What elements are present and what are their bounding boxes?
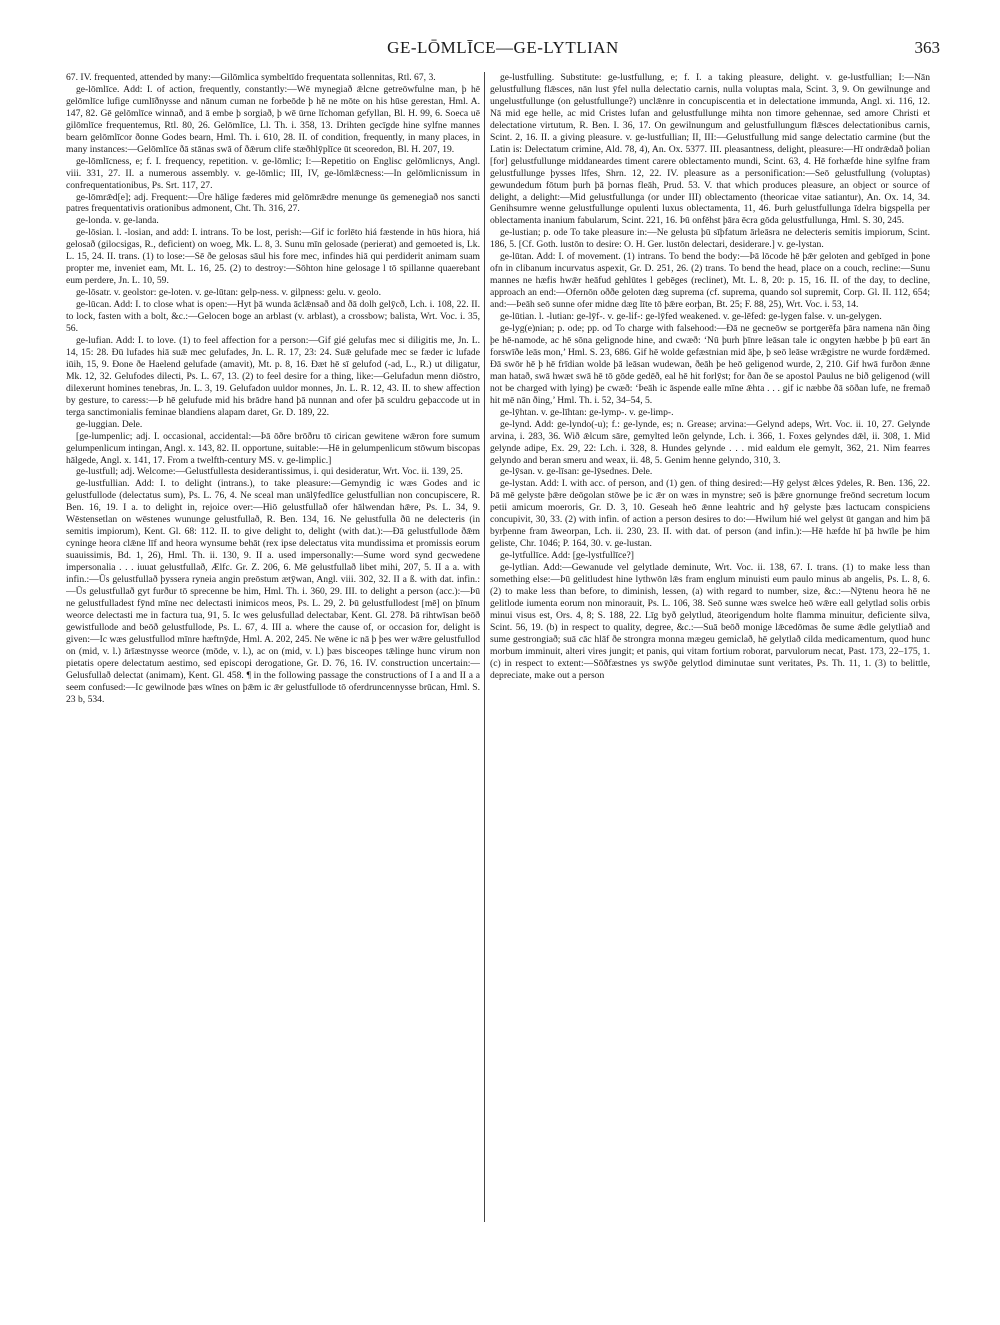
dictionary-entry: ge-lȳsan. v. ge-līsan: ge-lȳsednes. Dele. bbox=[500, 466, 653, 478]
dictionary-entry: ge-lustfull; adj. Welcome:—Gelustfullesta desiderantissimus, i. qui desideratur, Wrt. Voc. ii. 139, 25. bbox=[76, 466, 463, 478]
dictionary-entry: ge-lustfullian. Add: I. to delight (intrans.), to take pleasure:—Gemyndig ic wæs Godes and ic gelustfullode (delectatus sum), Ps. L. 76, 4. Ne sceal man unālȳfedlīce gelustfullian non concupiscere, R. Ben. 16, 19. I a. to delight in, rejoice over:—Hiō gelustfullað ofer hālwendan hǣre, Ps. L. 34, 9. Wēstensetlan on wēstenes wununge gelustfullað, R. Ben. 134, 16. Ne gelustfulla ðū ne delecteris (in semitis impiorum), Kent. Gl. 68: 112. II. to give delight to, delight (with dat.):—Ðā gelustfullode ðǣm cyninge heora clǣne līf and heora wynsume behāt (rex ipse delectatus vita mundissima et promissis eorum suauissimis, Bd. 1, 26), Hml. Th. ii. 130, 9. II a. used impersonally:—Sume word synd gecwedene impersonalia . . . iuuat gelustfullað, Ælfc. Gr. Z. 206, 6. Mē gelustfullað libet mihi, 207, 5. II a a. with infin.:—Ūs gelustfullað þyssera ryneia angin preōstum ætȳwan, Angl. viii. 302, 32. II a ß. with dat. infin.:—Ūs gelustfullað gyt furður tō sprecenne be him, Hml. Th. i. 360, 29. III. to delight a person (acc.):—Þū ne gelustfulladest fȳnd mīne nec delectasti inimicos meos, Ps. L. 29, 2. Þū gelustfullodest [mē] on þīnum weorce delectasti me in factura tua, 91, 5. Ic wes gelusfullad delectabar, Kent. Gl. 278. Þā rihtwīsan beōð gewistfullode and beōð gelustfullode, Ps. L. 67, 4. III a. where the cause of, or occasion for, delight is given:—Ic wæs gelustfullod mīnre hæftnȳde, Hml. A. 202, 245. Ne wēne ic nā þ þes wer wǣre gelustfullod on (mid, v. l.) ārīæstnysse weorce (mōde, v. l.), ac on (mid, v. l.) þæs bisceopes tǣlinge hunc virum non pietatis opere delectatum aestimo, sed episcopi derogatione, Gr. D. 76, 16. IV. construction uncertain:—Gelusfullað delectat (animam), Kent. Gl. 458. ¶ in the following passage the constructions of I a and II a a seem confused:—Ic gewilnode þæs wīnes on þǣm ic ǣr gelustfullode tō oferdruncennysse brūcan, Hml. S. 23 b, 534. bbox=[66, 478, 480, 705]
running-head: GE-LŌMLĪCE—GE-LYTLIAN bbox=[387, 38, 619, 57]
dictionary-entry: ge-londa. v. ge-landa. bbox=[76, 215, 159, 227]
dictionary-entry: ge-lūcan. Add: I. to close what is open:—Hyt þā wunda āclǣnsað and ðā dolh gelȳcð, Lch. i. 108, 22. II. to lock, fasten with a bolt, &c.:—Gelocen boge an arblast (v. arblast), a crossbow; balista, Wrt. Voc. i. 35, 56. bbox=[66, 299, 480, 335]
dictionary-entry: ge-lōsatr. v. geolstor: ge-loten. v. ge-lūtan: gelp-ness. v. gilpness: gelu. v. geolo. bbox=[76, 287, 381, 299]
left-column bbox=[66, 72, 480, 1222]
dictionary-entry: ge-lystan. Add: I. with acc. of person, and (1) gen. of thing desired:—Hȳ gelyst ǣlces ȳdeles, R. Ben. 136, 22. Þā mē gelyste þǣre deōgolan stōwe þe ic ǣr on wæs in mynstre; seō is þǣre gnornunge freōnd secretum locum petii amicum moeroris, Gr. D. 3, 10. Geseah heō ǣnne leahtric and hȳ gelyste þæs lactucam conspiciens concupivit, 30, 33. (2) with infin. of action a person desires to do:—Hwilum hié wel gelyst ūt gangan and him þā byrþenne fram āweorpan, Lch. ii. 230, 23. II. with dat. of person (and infin.):—Hē hæfde hī þā hwīle þe him geliste, Chr. 1046; P. 164, 30. v. ge-lustan. bbox=[490, 478, 930, 550]
dictionary-entry: ge-lytlian. Add:—Gewanude vel gelytlade deminute, Wrt. Voc. ii. 138, 67. I. trans. (1) to make less than something else:—Þū gelitludest hine lythwōn lǣs fram englum minuisti eum paulo minus ab angelis, Ps. L. 8, 6. (2) to make less than before, to diminish, lessen, (a) with regard to number, size, &c.:—Nȳtenu heora hē ne gelitlode iumenta eorum non minorauit, Ps. L. 106, 38. Seō sunne wæs swelce heō wǣre eall gelytlad solis orbis minui visus est, Ors. 4, 8; S. 188, 22. Līg byð gelytlud, āteorigendum holte flamma minuitur, deficiente silva, Scint. 56, 19. (b) in respect to quality, degree, &c.:—Suā beōð monige lǣcedōmas ðe sume ǣdle gelytliað and sume gestrongiað; suā cāc hlāf ðe strongra monna mægeu gemiclað, hē gelytlað cilda medicamentum, quod hunc morbum imminuit, alteri vires jungit; et panis, qui vitam fortium roborat, parvulorum necat, Past. 173, 22–175, 1. (c) in respect to extent:—Sōðfæstnes ys swȳðe gelytlod diminutae sunt veritates, Ps. Th. 11, 1. (3) to belittle, depreciate, make out a person bbox=[490, 562, 930, 681]
right-column bbox=[490, 72, 930, 1222]
dictionary-entry: ge-luggian. Dele. bbox=[76, 418, 143, 430]
dictionary-entry: ge-lustian; p. ode To take pleasure in:—Ne gelusta þū sīþfatum ārleāsra ne delecteris semitis impiorum, Scint. 186, 5. [Cf. Goth. lustōn to desire: O. H. Ger. lustōn delectari, desiderare.] v. ge-lystan. bbox=[490, 227, 930, 251]
dictionary-entry: ge-lufian. Add: I. to love. (1) to feel affection for a person:—Gif gié gelufas mec si diligitis me, Jn. L. 14, 15: 28. Ðū lufades hiā suǣ mec gelufades, Jn. L. R. 17, 23: 24. Suǣ gelufade mec se fæder ic lufade iūih, 15, 9. Ðone ðe Haelend gelufade (amavit), Mt. p. 8, 16. Ðæt hē sī gelufod (-ad, L., R.) ut diligatur, Mk. 12, 32. Gelufodes dilecti, Ps. L. 67, 13. (2) to feel desire for a thing, like:—Gelufadun menn diōstro, dilexerunt homines tenebras, Jn. L. 3, 19. Gelufadon uuldor monnes, Jn. L. R. 12, 43. II. to shew affection by gesture, to caress:—Þ hē gelufude mid his brādre hand þā nunnan and ofer þā sculdru geþaccode ut in terga sanctimonialis feminae blandiens alapam daret, Gr. D. 189, 22. bbox=[66, 334, 480, 418]
dictionary-entry: ge-lōmrǣd[e]; adj. Frequent:—Ūre hālige fæderes mid gelōmrǣdre menunge ūs gemenegiað nos sancti patres frequentativis orationibus admonent, Cht. Th. 316, 27. bbox=[66, 191, 480, 215]
page-number: 363 bbox=[914, 38, 940, 57]
dictionary-columns bbox=[66, 72, 944, 1222]
dictionary-entry: ge-lyg(e)nian; p. ode; pp. od To charge with falsehood:—Ðā ne gecneōw se portgerēfa þāra namena nān ðing þe hē-namode, ac hē sōna gelignode hine, and cwæð: ‘Nū þurh þīnre leāsan tale ic ongyten hæbbe þ þū eart ān forswīðe leās mon,’ Hml. S. 23, 686. Gif hē wolde gefæstnian mid āþe, þ seō leāse wrǣgistre ne wurde fordǣmed. Ðā swōr hē þ hē frīdian wolde þā leāsan wudewan, ðeāh þe heō geligenod wurde, 2, 210. Gif hwā furðon ǣnne man hatað, swā hwæt swā hē tō gōde gedēð, eal hē hit forlȳst; for ðan ðe se apostol Paulus ne bið geligenod (will not be charged with lying) þe cwæð: ‘Þeāh ic āspende ealle mīne ǣhta . . . gif ic næbbe ðā sōðan lufe, ne fremað hit mē nān ðing,’ Hml. Th. i. 52, 34–54, 5. bbox=[490, 323, 930, 406]
dictionary-entry: ge-lōmlīcness, e; f. I. frequency, repetition. v. ge-lōmlic; I:—Repetitio on Englisc gelōmlicnys, Angl. viii. 331, 27. II. a numerous assembly. v. ge-lōmlic; III, IV, ge-lōmlǣcness:—In gelōmlicnissum in confrequentationibus, Ps. Srt. 117, 27. bbox=[66, 155, 480, 191]
dictionary-entry: ge-lytfullīce. Add: [ge-lystfullīce?] bbox=[500, 550, 634, 562]
dictionary-entry: ge-lōmlīce. Add: I. of action, frequently, constantly:—Wē mynegiað ǣlcne getreōwfulne man, þ hē gelōmlīce lufige cumlīðnysse and nānum cuman ne forbeōde þ hē ne mōte on his hūse gerestan, Hml. A. 147, 82. Gē gelōmlīce winnað, and ā embe þ sorgiað, þ wē ūrne līchoman gefyllan, Bl. H. 99, 6. Soeca uē gilōmlīce frequentemus, Rtl. 80, 26. Gelōmlīce, Ll. Th. i. 358, 13. Drihten gecīgde hine sylfne mannes bearn gelōmlīcor ðonne Godes bearn, Hml. Th. i. 610, 28. II. of condition, frequently, in many places, in many instances:—Gelōmlīce ðā stānas swā of ðǣrum clife stæðhlȳplīce ūt sceoredon, Bl. H. 207, 19. bbox=[66, 83, 480, 155]
dictionary-entry: [ge-lumpenlic; adj. I. occasional, accidental:—Þā ōðre brōðru tō cirican gewitene wǣron fore sumum gelumpenlicum intingan, Angl. x. 143, 82. II. opportune, suitable:—Hē in gelumpenlicum stōwum biscopas hālgede, Angl. x. 141, 17. From a twelfth-century MS. v. ge-limplic.] bbox=[66, 430, 480, 466]
dictionary-entry: ge-lȳhtan. v. ge-līhtan: ge-lymp-. v. ge-limp-. bbox=[500, 406, 674, 418]
dictionary-entry: 67. IV. frequented, attended by many:—Gilōmlica symbeltīdo frequentata sollennitas, Rtl. 67, 3. bbox=[66, 72, 436, 83]
page-header bbox=[66, 38, 940, 62]
dictionary-entry: ge-lōsian. l. -losian, and add: I. intrans. To be lost, perish:—Gif ic forlēto hiá fæstende in hūs hiora, hiá gelosað (gilocsigas, R., deficient) on woeg, Mk. L. 8, 3. Sunu mīn gelosade (perierat) and gemoeted is, Lk. L. 15, 24. II. trans. (1) to lose:—Sē ðe gelosas sāul his fore mec, infindes hiā qui perdiderit animam suam propter me, inveniet eam, Mt. L. 16, 25. (2) to destroy:—Sōhton hine gelosage l tō spillanne quaerebant eum perdere, Jn. L. 10, 59. bbox=[66, 227, 480, 287]
dictionary-entry: ge-lustfulling. Substitute: ge-lustfullung, e; f. I. a taking pleasure, delight. v. ge-lustfullian; I:—Nān gelustfullung flǣsces, nān lust ȳfel nulla delectatio carnis, nulla voluptas mala, Scint. 3, 9. On gewilnunge and ungelustfullunge (on gelustfullunge?) unclǣnre in concupiscentia et in delectatione immunda, Angl. xi. 116, 12. Nā mid ege helle, ac mid Cristes lufan and gelustfullunge mihta non timore gehennae, sed amore Christi et delectatione virtutum, R. Ben. I. 36, 17. On gewilnungum and gelustfullungum flǣsces delectationibus carnis, Scint. 2, 16. II. a giving pleasure. v. ge-lustfullian; II, III:—Gelustfullung mid sange delectatio carmine (but the Latin is: Delectatum crimine, Ald. 78, 4), An. Ox. 5377. III. pleasantness, delight, pleasure:—Hī ondrǣdað þolian [for] gelustfullunge middaneardes timent carere oblectamento mundi, Scint. 63, 4. Hē forhæfde hine sylfne fram gelustfullunge þysses līfes, Shrn. 12, 22. IV. pleasure as a personification:—Seō gelustfullung (voluptas) gewundedum fōtum þurh þā þornas fleāh, Prud. 53. V. that which produces pleasure, an object or source of delight, a delight:—Mid gelustfullunga (or under III) oblectamento (theoricae vitae satiantur), An. Ox. 14, 34. Genihsumre wenne gelustfullunge opulenti luxus oblectamenta, 11, 46. Þurh gelustfullunga īdelra bigspella per oblectamenta inanium fabularum, Scint. 221, 16. Þū onfēhst þāra ēcra gōda gelustfullunga, Hml. S. 30, 245. bbox=[490, 72, 930, 227]
column-divider bbox=[484, 72, 485, 1222]
dictionary-entry: ge-lūtian. l. -lutian: ge-lȳf-. v. ge-lif-: ge-lȳfed weakened. v. ge-lēfed: ge-lygen false. v. un-gelygen. bbox=[500, 311, 882, 323]
dictionary-entry: ge-lynd. Add: ge-lyndo(-u); f.: ge-lynde, es; n. Grease; arvina:—Gelynd adeps, Wrt. Voc. ii. 10, 27. Gelynde arvina, i. 283, 36. Wið ǣlcum sāre, gemylted leōn gelynde, Lch. i. 366, 1. Foxes gelyndes dǣl, ii. 308, 1. Mid gelynde adipe, Ex. 29, 22: Lch. i. 328, 8. Hundes gelynde . . . mid ealdum ele gemylt, 362, 21. Nim fearres gelyndo and beran smeru and weax, ii. 48, 5. Genim henne gelyndo, 310, 3. bbox=[490, 418, 930, 466]
dictionary-entry: ge-lūtan. Add: I. of movement. (1) intrans. To bend the body:—Þā lōcode hē þǣr geloten and gebīged in þone ofn in clibanum incurvatus aspexit, Gr. D. 251, 26. (2) trans. To bend the head, place on a couch, recline:—Sunu mannes ne hæfis hwǣr heāfud gehlūtes l gebēges (reclinet), Mt. L. 8, 20: p. 15, 16. II. of the day, to decline, approach an end:—Ofernōn oððe geloten dæg suprema (cf. suprema, quando sol supremit, Corp. Gl. II. 112, 654; and:—Þeāh seō sunne ofer midne dæg līte tō þǣre eorþan, Bt. 25; F. 88, 25), Wrt. Voc. i. 53, 14. bbox=[490, 251, 930, 311]
